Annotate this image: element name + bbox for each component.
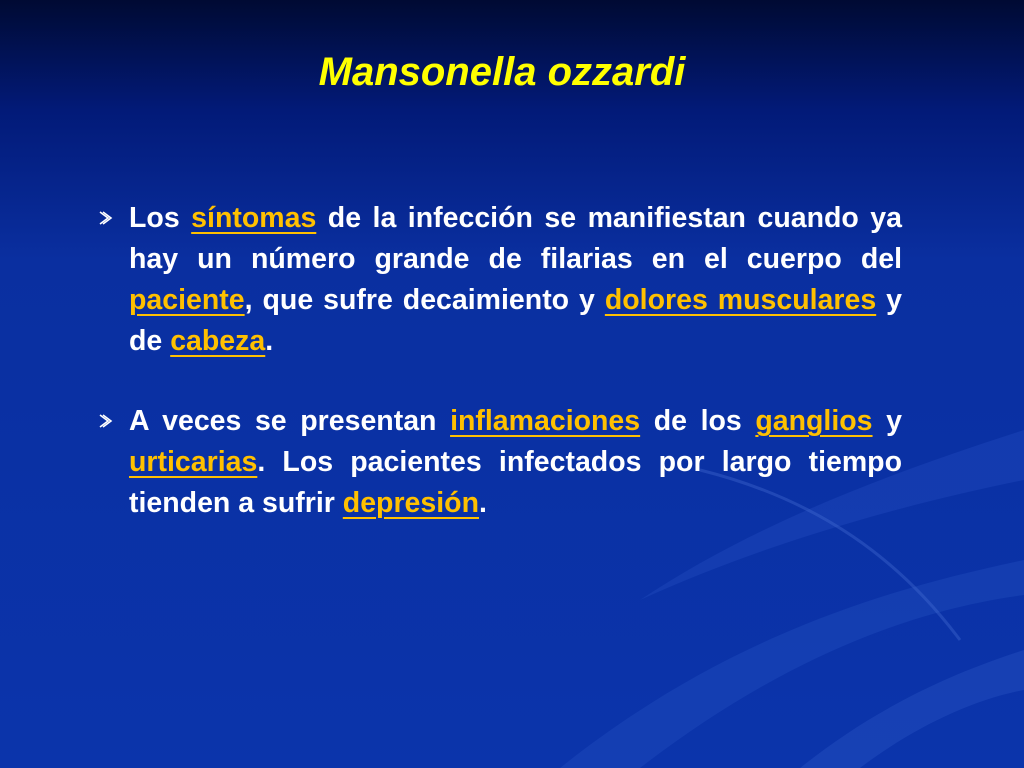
- slide-title: Mansonella ozzardi: [318, 50, 686, 94]
- link-depresi-n[interactable]: depresión: [342, 487, 479, 519]
- link-inflamaciones[interactable]: inflamaciones: [450, 405, 641, 437]
- link-urticarias[interactable]: urticarias: [129, 446, 258, 478]
- link-s-ntomas[interactable]: síntomas: [191, 202, 317, 234]
- text-segment: A veces se presentan: [129, 405, 451, 437]
- text-segment: y de: [129, 284, 902, 357]
- bullet-text: [129, 202, 902, 357]
- link-paciente[interactable]: paciente: [129, 284, 245, 316]
- bullet-item: [96, 401, 902, 524]
- bullet-text: [129, 405, 902, 519]
- link-ganglios[interactable]: ganglios: [755, 405, 873, 437]
- text-segment: , que sufre decaimiento y: [244, 284, 605, 316]
- text-segment: . Los pacientes infectados por largo tiempo tienden a sufrir: [129, 446, 902, 519]
- bullet-list: [96, 198, 902, 563]
- text-segment: Los: [129, 202, 192, 234]
- link-dolores-musculares[interactable]: dolores musculares: [604, 284, 877, 316]
- text-segment: .: [479, 487, 487, 519]
- text-segment: de la infección se manifiestan cuando ya hay un número grande de filarias en el cuerpo del: [129, 202, 902, 275]
- text-segment: y: [872, 405, 902, 437]
- text-segment: .: [265, 325, 274, 357]
- arrow-bullet-icon: [98, 210, 114, 226]
- link-cabeza[interactable]: cabeza: [170, 325, 266, 357]
- bullet-item: [96, 198, 902, 362]
- text-segment: de los: [640, 405, 756, 437]
- arrow-bullet-icon: [98, 413, 114, 429]
